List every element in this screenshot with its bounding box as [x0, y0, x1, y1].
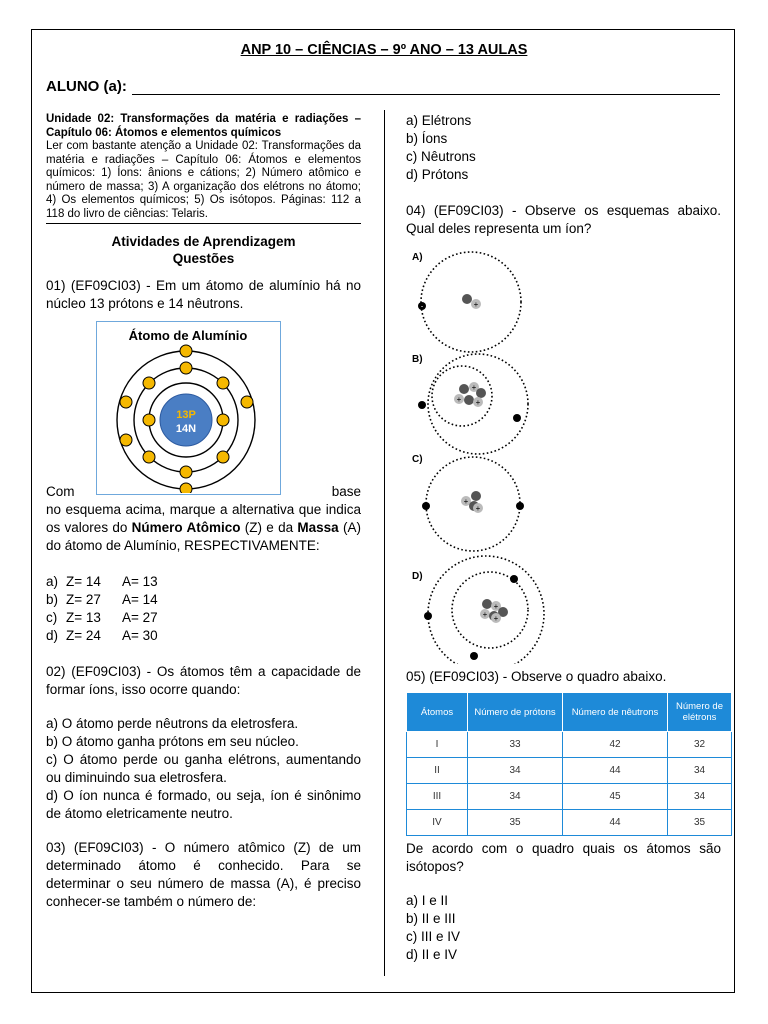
- option-row[interactable]: b) Íons: [406, 131, 448, 146]
- electron: [424, 612, 432, 620]
- unit-heading: Unidade 02: Transformações da matéria e radiações – Capítulo 06: Átomos e elementos químicos: [46, 113, 361, 139]
- question-2-text: 02) (EF09CI03) - Os átomos têm a capacidade de formar íons, isso ocorre quando:: [46, 664, 361, 697]
- electron: [180, 345, 192, 357]
- electron: [470, 652, 478, 660]
- question-5-text: 05) (EF09CI03) - Observe o quadro abaixo.: [406, 669, 667, 684]
- svg-text:+: +: [482, 610, 488, 619]
- table-cell: III: [407, 784, 468, 810]
- svg-text:-: -: [420, 303, 424, 311]
- svg-text:+: +: [456, 395, 462, 404]
- electron: [180, 362, 192, 374]
- isotope-table: [406, 692, 732, 836]
- electron: [422, 502, 430, 510]
- option-row[interactable]: c) Nêutrons: [406, 149, 476, 164]
- table-header: Número de prótons: [468, 693, 563, 732]
- electron: [241, 396, 253, 408]
- option-row[interactable]: a) I e II: [406, 893, 449, 908]
- option-row[interactable]: a) Elétrons: [406, 113, 472, 128]
- section-title: [46, 233, 361, 267]
- nucleus-protons: 13P: [176, 409, 196, 421]
- svg-text:+: +: [475, 398, 481, 407]
- prompt-part: (Z) e da: [244, 520, 294, 535]
- option-row[interactable]: c) III e IV: [406, 929, 461, 944]
- electron: [418, 401, 426, 409]
- unit-instructions: Ler com bastante atenção a Unidade 02: Transformações da matéria e radiações – Capítulo 06: Átomos e elementos químicos: 1) Íons: ânions e cátions; 2) Número atômico e número de massa; 3) A organização dos elétrons no átomo; 4) Os elementos químicos; 5) Os isótopos. Páginas: 112 a 118 do livro de ciências: Telaris.: [46, 140, 361, 220]
- aluminum-atom-figure: [96, 321, 281, 495]
- table-row: [407, 758, 732, 784]
- prompt-part: no esquema acima, marque a alternativa que indica os valores do: [46, 502, 361, 535]
- electron: [217, 377, 229, 389]
- electron: [120, 396, 132, 408]
- aluminum-atom-diagram: [97, 322, 279, 493]
- option-row[interactable]: a) O átomo perde nêutrons da eletrosfera.: [46, 716, 299, 731]
- table-header: Número de nêutrons: [563, 693, 668, 732]
- svg-text:+: +: [475, 504, 481, 513]
- question-1-text: 01) (EF09CI03) - Em um átomo de alumínio há no núcleo 13 prótons e 14 nêutrons.: [46, 278, 361, 311]
- electron: [217, 414, 229, 426]
- question-1-prompt: [46, 501, 361, 555]
- electron: [143, 451, 155, 463]
- table-cell: 35: [468, 810, 563, 836]
- option-row[interactable]: b) Z= 27 A= 14: [46, 592, 158, 607]
- page-title: ANP 10 – CIÊNCIAS – 9º ANO – 13 AULAS: [240, 42, 528, 58]
- option-row[interactable]: c) Z= 13 A= 27: [46, 610, 158, 625]
- left-column: [46, 112, 361, 911]
- section-title-line1: Atividades de Aprendizagem: [111, 234, 296, 249]
- orbit: [452, 572, 528, 648]
- table-cell: 34: [668, 758, 732, 784]
- column-divider: [384, 110, 385, 976]
- neutron: [462, 294, 472, 304]
- table-cell: 34: [668, 784, 732, 810]
- option-row[interactable]: a) Z= 14 A= 13: [46, 574, 158, 589]
- option-row[interactable]: d) O íon nunca é formado, ou seja, íon é sinônimo de átomo eletricamente neutro.: [46, 788, 361, 821]
- prompt-bold-atomic-number: Número Atômico: [131, 520, 241, 535]
- ion-schemes: [406, 244, 546, 664]
- nucleus-neutrons: 14N: [175, 423, 197, 435]
- prompt-part: (A) do átomo de Alumínio, RESPECTIVAMENTE:: [46, 520, 361, 553]
- question-1-prompt-first-line: [46, 483, 361, 501]
- electron: [180, 466, 192, 478]
- table-cell: IV: [407, 810, 468, 836]
- prompt-word-com: Com: [46, 484, 75, 499]
- question-3-text: 03) (EF09CI03) - O número atômico (Z) de um determinado átomo é conhecido. Para se determinar o seu número de massa (A), é preciso conhecer-se também o número de:: [46, 840, 361, 909]
- prompt-bold-mass: Massa: [297, 520, 339, 535]
- table-cell: 33: [468, 732, 563, 758]
- scheme-label-b: B): [412, 354, 423, 365]
- scheme-label-c: C): [412, 454, 423, 465]
- option-row[interactable]: d) Z= 24 A= 30: [46, 628, 158, 643]
- option-row[interactable]: d) Prótons: [406, 167, 469, 182]
- option-row[interactable]: d) II e IV: [406, 947, 458, 962]
- table-row: [407, 810, 732, 836]
- table-row: [407, 732, 732, 758]
- svg-text:+: +: [473, 300, 479, 309]
- scheme-label-a: A): [412, 252, 423, 263]
- svg-text:+: +: [493, 614, 499, 623]
- table-cell: 34: [468, 784, 563, 810]
- table-cell: 44: [563, 758, 668, 784]
- isotope-table-wrap: [406, 692, 721, 836]
- svg-text:+: +: [471, 383, 477, 392]
- section-divider: [46, 223, 361, 224]
- electron: [143, 414, 155, 426]
- electron: [143, 377, 155, 389]
- electron: [217, 451, 229, 463]
- aluminum-figure-title: Átomo de Alumínio: [128, 328, 248, 343]
- table-header: Número de elétrons: [668, 693, 732, 732]
- scheme-label-d: D): [412, 571, 423, 582]
- electron: [513, 414, 521, 422]
- section-title-line2: Questões: [172, 251, 235, 266]
- table-cell: I: [407, 732, 468, 758]
- right-column: [406, 112, 721, 964]
- student-name-line: [132, 94, 720, 95]
- question-5-options: [406, 892, 721, 964]
- svg-text:+: +: [493, 602, 499, 611]
- option-row[interactable]: c) O átomo perde ou ganha elétrons, aumentando ou diminuindo sua eletrosfera.: [46, 752, 361, 785]
- table-row: [407, 784, 732, 810]
- table-cell: 42: [563, 732, 668, 758]
- question-1-options: [46, 573, 361, 645]
- question-3-options: [406, 112, 721, 184]
- option-row[interactable]: b) II e III: [406, 911, 456, 926]
- table-cell: 35: [668, 810, 732, 836]
- electron: [120, 434, 132, 446]
- option-row[interactable]: b) O átomo ganha prótons em seu núcleo.: [46, 734, 299, 749]
- table-cell: 34: [468, 758, 563, 784]
- student-label: ALUNO (a):: [46, 78, 127, 95]
- table-cell: 44: [563, 810, 668, 836]
- question-2-options: [46, 715, 361, 823]
- table-cell: II: [407, 758, 468, 784]
- table-cell: 32: [668, 732, 732, 758]
- table-header: Átomos: [407, 693, 468, 732]
- question-5-question: De acordo com o quadro quais os átomos são isótopos?: [406, 841, 721, 874]
- table-cell: 45: [563, 784, 668, 810]
- electron: [516, 502, 524, 510]
- electron: [510, 575, 518, 583]
- prompt-word-base: base: [331, 484, 361, 499]
- svg-text:+: +: [463, 497, 469, 506]
- question-4-text: 04) (EF09CI03) - Observe os esquemas abaixo. Qual deles representa um íon?: [406, 203, 721, 236]
